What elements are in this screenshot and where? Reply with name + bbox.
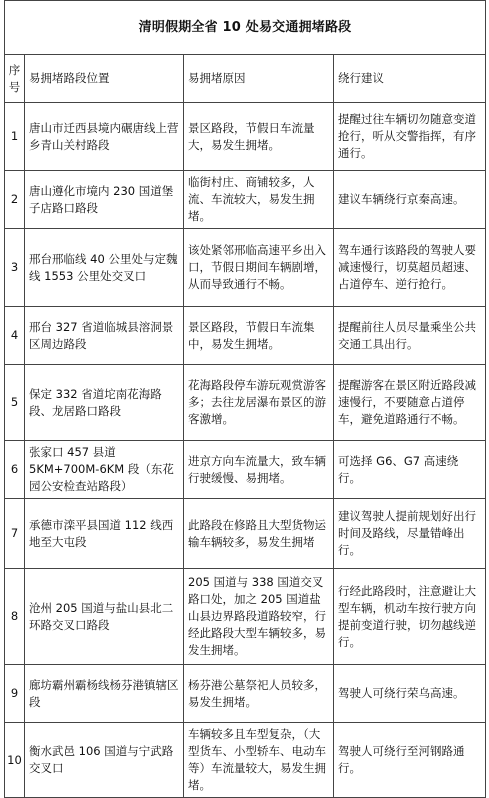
row-number: 5 bbox=[5, 365, 25, 441]
table-row bbox=[5, 441, 486, 499]
row-cause: 车辆较多且车型复杂，（大型货车、小型轿车、电动车等）车流量较大，易发生拥堵。 bbox=[184, 723, 334, 798]
row-number: 6 bbox=[5, 441, 25, 499]
header-row bbox=[5, 55, 486, 103]
row-tip: 提醒前往人员尽量乘坐公共交通工具出行。 bbox=[334, 307, 486, 365]
row-location: 衡水武邑 106 国道与宁武路交叉口 bbox=[25, 723, 184, 798]
row-cause: 此路段在修路且大型货物运输车辆较多，易发生拥堵 bbox=[184, 499, 334, 569]
row-number: 4 bbox=[5, 307, 25, 365]
row-tip: 提醒游客在景区附近路段减速慢行，不要随意占道停车，避免道路通行不畅。 bbox=[334, 365, 486, 441]
row-number: 1 bbox=[5, 103, 25, 171]
header-cause: 易拥堵原因 bbox=[184, 55, 334, 103]
row-cause: 杨芬港公墓祭祀人员较多，易发生拥堵。 bbox=[184, 665, 334, 723]
header-num: 序号 bbox=[5, 55, 25, 103]
row-cause: 该处紧邻邢临高速平乡出入口，节假日期间车辆剧增，从而导致通行不畅。 bbox=[184, 229, 334, 307]
table-row bbox=[5, 499, 486, 569]
row-tip: 建议车辆绕行京秦高速。 bbox=[334, 171, 486, 229]
table-row bbox=[5, 229, 486, 307]
row-location: 唐山遵化市境内 230 国道堡子店路口路段 bbox=[25, 171, 184, 229]
table-row bbox=[5, 723, 486, 798]
row-cause: 临街村庄、商铺较多，人流、车流较大，易发生拥堵。 bbox=[184, 171, 334, 229]
row-tip: 驾车通行该路段的驾驶人要减速慢行，切莫超员超速、占道停车、逆行抢行。 bbox=[334, 229, 486, 307]
row-location: 唐山市迁西县境内碾唐线上营乡青山关村路段 bbox=[25, 103, 184, 171]
table-row bbox=[5, 103, 486, 171]
table-row bbox=[5, 569, 486, 665]
row-number: 9 bbox=[5, 665, 25, 723]
table-row bbox=[5, 307, 486, 365]
row-cause: 景区路段，节假日车流集中，易发生拥堵。 bbox=[184, 307, 334, 365]
header-location: 易拥堵路段位置 bbox=[25, 55, 184, 103]
table-title: 清明假期全省 10 处易交通拥堵路段 bbox=[5, 1, 486, 55]
row-tip: 行经此路段时，注意避让大型车辆，机动车按行驶方向提前变道行驶，切勿越线逆行。 bbox=[334, 569, 486, 665]
row-tip: 驾驶人可绕行至河钢路通行。 bbox=[334, 723, 486, 798]
row-cause: 景区路段，节假日车流量大，易发生拥堵。 bbox=[184, 103, 334, 171]
table-row bbox=[5, 365, 486, 441]
row-cause: 205 国道与 338 国道交叉路口处，加之 205 国道盐山县边界路段道路较窄，行经此路段大型车辆较多，易发生拥堵。 bbox=[184, 569, 334, 665]
row-cause: 进京方向车流量大，致车辆行驶缓慢、易拥堵。 bbox=[184, 441, 334, 499]
row-location: 沧州 205 国道与盐山县北二环路交叉口路段 bbox=[25, 569, 184, 665]
row-location: 廊坊霸州霸杨线杨芬港镇辖区段 bbox=[25, 665, 184, 723]
row-location: 承德市滦平县国道 112 线西地至大屯段 bbox=[25, 499, 184, 569]
row-tip: 驾驶人可绕行荣乌高速。 bbox=[334, 665, 486, 723]
header-tip: 绕行建议 bbox=[334, 55, 486, 103]
row-location: 张家口 457 县道 5KM+700M-6KM 段（东花园公安检查站路段） bbox=[25, 441, 184, 499]
row-location: 邢台 327 省道临城县溶洞景区周边路段 bbox=[25, 307, 184, 365]
row-number: 7 bbox=[5, 499, 25, 569]
row-tip: 可选择 G6、G7 高速绕行。 bbox=[334, 441, 486, 499]
row-location: 邢台邢临线 40 公里处与定魏线 1553 公里处交叉口 bbox=[25, 229, 184, 307]
row-number: 3 bbox=[5, 229, 25, 307]
row-location: 保定 332 省道坨南花海路段、龙居路口路段 bbox=[25, 365, 184, 441]
congestion-table bbox=[4, 0, 486, 798]
row-number: 8 bbox=[5, 569, 25, 665]
table-row bbox=[5, 171, 486, 229]
row-tip: 提醒过往车辆切勿随意变道抢行，听从交警指挥，有序通行。 bbox=[334, 103, 486, 171]
table-row bbox=[5, 665, 486, 723]
row-cause: 花海路段停车游玩观赏游客多；去往龙居瀑布景区的游客激增。 bbox=[184, 365, 334, 441]
row-number: 2 bbox=[5, 171, 25, 229]
row-number: 10 bbox=[5, 723, 25, 798]
row-tip: 建议驾驶人提前规划好出行时间及路线，尽量错峰出行。 bbox=[334, 499, 486, 569]
